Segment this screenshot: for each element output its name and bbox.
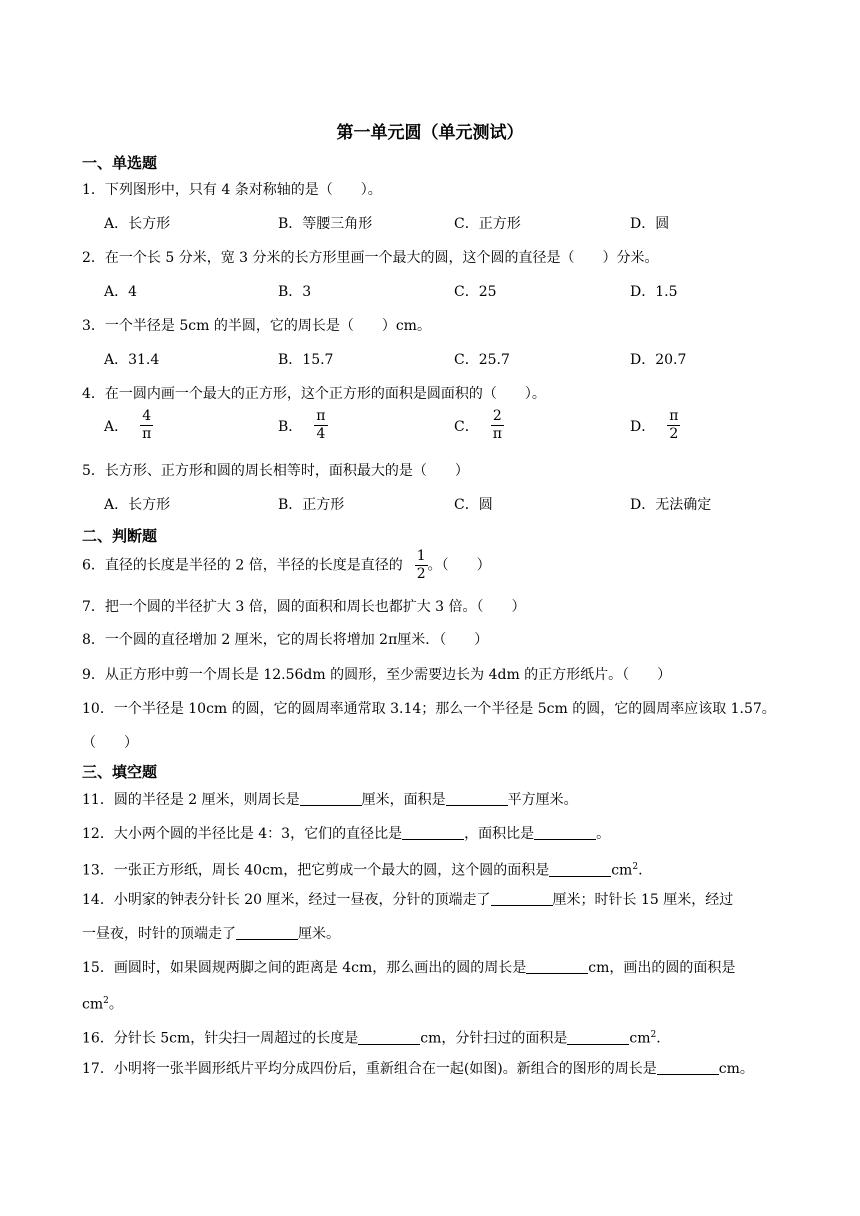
answer-blank[interactable]: [402, 825, 464, 840]
question-9: 9．从正方形中剪一个周长是 12.56dm 的圆形，至少需要边长为 4dm 的正方形纸片。（ ）: [82, 667, 672, 683]
option-b[interactable]: B．15.7: [278, 352, 334, 368]
superscript-2: 2: [103, 996, 109, 1006]
option-b[interactable]: B．正方形: [278, 497, 345, 513]
numerator: π: [316, 408, 326, 424]
question-13: [82, 857, 643, 881]
denominator: 2: [416, 566, 426, 582]
fraction: [667, 408, 680, 443]
option-a[interactable]: [104, 408, 153, 443]
option-d[interactable]: D．圆: [630, 216, 670, 232]
question-3-stem: 3．一个半径是 5cm 的半圆，它的周长是（ ）cm。: [82, 318, 431, 334]
question-17: [82, 1059, 754, 1079]
question-4-stem: 4．在一圆内画一个最大的正方形，这个正方形的面积是圆面积的（ ）。: [82, 386, 546, 402]
question-14-line-2: [82, 924, 340, 944]
option-c[interactable]: [454, 408, 504, 443]
option-d[interactable]: D．无法确定: [630, 497, 712, 513]
option-b[interactable]: B．3: [278, 284, 312, 300]
superscript-2: 2: [650, 1030, 657, 1040]
option-c[interactable]: C．25: [454, 284, 497, 300]
question-14-text-a: 14．小明家的钟表分针长 20 厘米，经过一昼夜，分针的顶端走了: [82, 892, 491, 908]
option-a[interactable]: A．31.4: [104, 352, 160, 368]
section-heading-true-false: 二、判断题: [82, 527, 158, 545]
numerator: 2: [491, 408, 504, 426]
numerator: 1: [416, 548, 426, 564]
fraction: [314, 408, 327, 443]
option-b[interactable]: [278, 408, 328, 443]
question-6-answer-paren[interactable]: 。（ ）: [427, 557, 491, 574]
section-heading-fill-in: 三、填空题: [82, 763, 158, 781]
question-12-text-c: 。: [596, 826, 611, 842]
unit-cm: cm: [82, 996, 104, 1013]
question-2-options: [104, 282, 724, 304]
denominator: π: [142, 426, 152, 442]
answer-blank[interactable]: [549, 862, 611, 877]
question-14-text-c: 一昼夜，时针的顶端走了: [82, 926, 236, 942]
numerator: π: [669, 408, 679, 424]
option-label: D．: [630, 418, 656, 435]
question-3-options: [104, 350, 724, 372]
question-10-line-2[interactable]: （ ）: [82, 735, 138, 751]
question-12: [82, 824, 610, 844]
option-b[interactable]: B．等腰三角形: [278, 216, 373, 232]
question-7: 7．把一个圆的半径扩大 3 倍，圆的面积和周长也都扩大 3 倍。（ ）: [82, 599, 526, 615]
question-14-text-b: 厘米；时针长 15 厘米，经过: [552, 892, 734, 908]
question-11: [82, 790, 578, 810]
page-title: 第一单元圆（单元测试）: [336, 123, 524, 143]
question-17-text-a: 17．小明将一张半圆形纸片平均分成四份后，重新组合在一起(如图)。新组合的图形的周长是: [82, 1061, 657, 1077]
superscript-2: 2: [632, 862, 639, 872]
section-heading-single-choice: 一、单选题: [82, 154, 158, 172]
question-13-text-a: 13．一张正方形纸，周长 40cm，把它剪成一个最大的圆，这个圆的面积是: [82, 862, 550, 879]
option-c[interactable]: C．25.7: [454, 352, 510, 368]
option-label: A．: [104, 418, 129, 435]
question-11-text-c: 平方厘米。: [507, 792, 578, 808]
denominator: 2: [669, 426, 679, 442]
question-12-text-a: 12．大小两个圆的半径比是 4：3，它们的直径比是: [82, 826, 403, 842]
unit-cm: cm: [629, 1030, 651, 1047]
fraction: [491, 408, 504, 443]
answer-blank[interactable]: [491, 891, 553, 906]
question-13-text-c: .: [638, 862, 643, 879]
option-d[interactable]: D．1.5: [630, 284, 678, 300]
question-8: 8．一个圆的直径增加 2 厘米，它的周长将增加 2π厘米．（ ）: [82, 632, 489, 648]
answer-blank[interactable]: [657, 1060, 719, 1075]
option-c[interactable]: C．圆: [454, 497, 493, 513]
answer-blank[interactable]: [358, 1030, 420, 1045]
question-1-stem: 1．下列图形中，只有 4 条对称轴的是（ ）。: [82, 182, 382, 198]
question-10-line-1: 10．一个半径是 10cm 的圆，它的圆周率通常取 3.14；那么一个半径是 5cm 的圆，它的圆周率应该取 1.57。: [82, 701, 776, 717]
question-15-text-d: 。: [108, 996, 123, 1013]
question-15-line-1: [82, 958, 735, 978]
question-14-line-1: [82, 890, 733, 910]
option-c[interactable]: C．正方形: [454, 216, 521, 232]
option-a[interactable]: A．长方形: [104, 216, 171, 232]
question-11-text-b: 厘米，面积是: [361, 792, 446, 808]
question-4-options: [104, 408, 724, 442]
question-11-text-a: 11．圆的半径是 2 厘米，则周长是: [82, 792, 300, 808]
answer-blank[interactable]: [446, 791, 508, 806]
question-15-line-2: [82, 991, 123, 1015]
question-1-options: [104, 214, 724, 236]
question-6-text: 6．直径的长度是半径的 2 倍，半径的长度是直径的: [82, 557, 403, 574]
option-a[interactable]: A．长方形: [104, 497, 171, 513]
option-d[interactable]: [630, 408, 680, 443]
answer-blank[interactable]: [567, 1030, 629, 1045]
question-15-text-a: 15．画圆时，如果圆规两脚之间的距离是 4cm，那么画出的圆的周长是: [82, 960, 527, 976]
question-12-text-b: ，面积比是: [464, 826, 535, 842]
denominator: π: [492, 426, 502, 442]
fraction: [140, 408, 153, 443]
question-17-text-b: cm。: [718, 1061, 754, 1077]
unit-cm: cm: [611, 862, 633, 879]
answer-blank[interactable]: [236, 925, 298, 940]
fraction-one-half: [415, 548, 428, 583]
answer-blank[interactable]: [526, 959, 588, 974]
option-a[interactable]: A．4: [104, 284, 138, 300]
question-5-options: [104, 495, 724, 517]
question-5-stem: 5．长方形、正方形和圆的周长相等时，面积最大的是（ ）: [82, 463, 469, 479]
option-d[interactable]: D．20.7: [630, 352, 687, 368]
question-16-text-d: .: [656, 1030, 661, 1047]
denominator: 4: [316, 426, 326, 442]
option-label: C．: [454, 418, 479, 435]
option-label: B．: [278, 418, 303, 435]
question-14-text-d: 厘米。: [298, 926, 340, 942]
answer-blank[interactable]: [534, 825, 596, 840]
question-15-text-b: cm，画出的圆的面积是: [588, 960, 736, 976]
question-6: [82, 548, 491, 583]
numerator: 4: [140, 408, 153, 426]
answer-blank[interactable]: [300, 791, 362, 806]
question-2-stem: 2．在一个长 5 分米，宽 3 分米的长方形里画一个最大的圆，这个圆的直径是（ ）分米。: [82, 250, 659, 266]
question-16: [82, 1025, 661, 1049]
question-16-text-a: 16．分针长 5cm，针尖扫一周超过的长度是: [82, 1030, 359, 1047]
question-16-text-b: cm，分针扫过的面积是: [420, 1030, 568, 1047]
